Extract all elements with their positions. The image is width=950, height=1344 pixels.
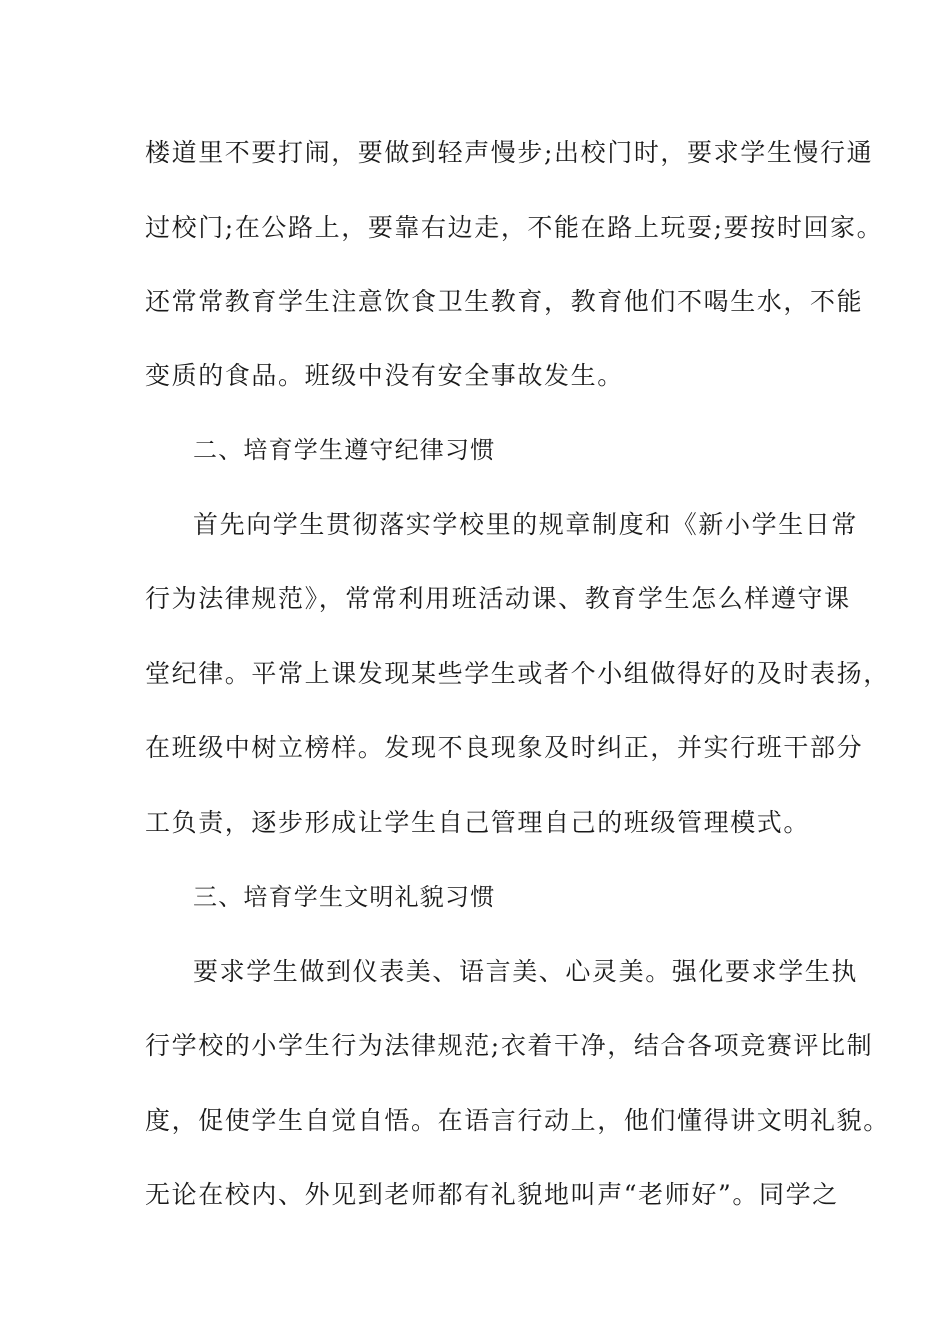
body-text-line: 行学校的小学生行为法律规范;衣着干净，结合各项竞赛评比制 <box>145 1031 874 1060</box>
body-text-line: 楼道里不要打闹，要做到轻声慢步;出校门时，要求学生慢行通 <box>145 138 874 167</box>
body-text-line: 过校门;在公路上，要靠右边走，不能在路上玩耍;要按时回家。 <box>145 213 884 242</box>
body-text-line: 变质的食品。班级中没有安全事故发生。 <box>145 361 624 390</box>
body-text-line: 堂纪律。平常上课发现某些学生或者个小组做得好的及时表扬， <box>145 659 890 688</box>
section-heading: 二、培育学生遵守纪律习惯 <box>193 436 496 464</box>
body-text-line: 行为法律规范》，常常利用班活动课、教育学生怎么样遵守课 <box>145 584 851 613</box>
paragraph-first-line: 要求学生做到仪表美、语言美、心灵美。强化要求学生执 <box>193 957 859 986</box>
paragraph-first-line: 首先向学生贯彻落实学校里的规章制度和《新小学生日常 <box>193 510 859 539</box>
section-heading: 三、培育学生文明礼貌习惯 <box>193 883 496 911</box>
body-text-line: 在班级中树立榜样。发现不良现象及时纠正，并实行班干部分 <box>145 733 864 762</box>
body-text-line: 工负责，逐步形成让学生自己管理自己的班级管理模式。 <box>145 808 811 837</box>
body-text-line: 度，促使学生自觉自悟。在语言行动上，他们懂得讲文明礼貌。 <box>145 1106 890 1135</box>
body-text-line: 还常常教育学生注意饮食卫生教育，教育他们不喝生水，不能 <box>145 287 864 316</box>
body-text-line: 无论在校内、外见到老师都有礼貌地叫声“老师好”。同学之 <box>145 1180 839 1209</box>
